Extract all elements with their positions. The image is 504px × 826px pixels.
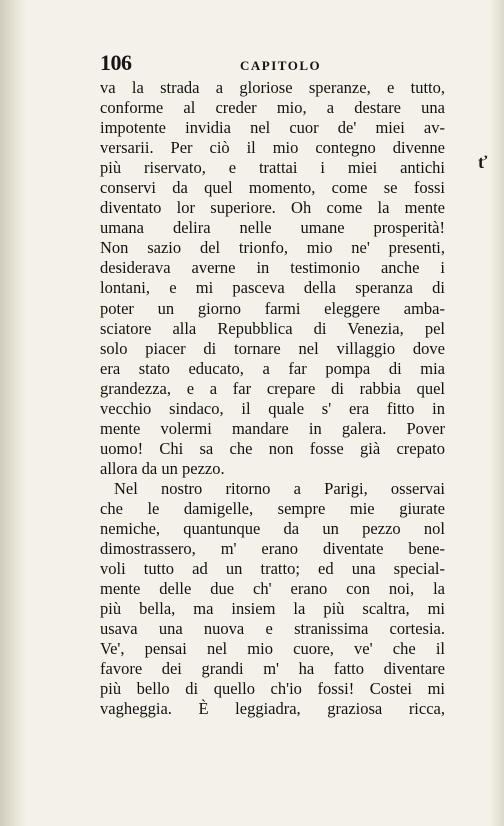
- text-line: grandezza, e a far crepare di rabbia quel: [100, 378, 445, 398]
- text-line: vecchio sindaco, il quale s' era fitto in: [100, 398, 445, 418]
- text-line: umana delira nelle umane prosperità!: [100, 218, 445, 238]
- binding-gutter: [0, 0, 26, 826]
- page-header: [100, 50, 445, 76]
- body-text: [100, 78, 445, 720]
- text-line: Nel nostro ritorno a Parigi, osservai: [114, 478, 445, 498]
- text-line: uomo! Chi sa che non fosse già crepato: [100, 438, 445, 458]
- text-line: usava una nuova e stranissima cortesia.: [100, 619, 445, 639]
- text-line: desiderava averne in testimonio anche i: [100, 258, 445, 278]
- text-line: era stato educato, a far pompa di mia: [100, 358, 445, 378]
- text-line: più bella, ma insiem la più scaltra, mi: [100, 599, 445, 619]
- text-line: allora da un pezzo.: [100, 458, 225, 478]
- text-line: più riservato, e trattai i miei antichi: [100, 158, 445, 178]
- text-line: mente delle due ch' erano con noi, la: [100, 579, 445, 599]
- text-line: versarii. Per ciò il mio contegno divenne: [100, 138, 445, 158]
- text-line: diventato lor superiore. Oh come la mente: [100, 198, 445, 218]
- text-line: conservi da quel momento, come se fossi: [100, 178, 445, 198]
- text-line: mente volermi mandare in galera. Pover: [100, 418, 445, 438]
- text-line: dimostrassero, m' erano diventate bene-: [100, 539, 445, 559]
- text-line: più bello di quello ch'io fossi! Costei mi: [100, 679, 445, 699]
- text-line: lontani, e mi pasceva della speranza di: [100, 278, 445, 298]
- text-line: nemiche, quantunque da un pezzo nol: [100, 519, 445, 539]
- text-line: solo piacer di tornare nel villaggio dove: [100, 338, 445, 358]
- text-line: favore dei grandi m' ha fatto diventare: [100, 659, 445, 679]
- text-line: va la strada a gloriose speranze, e tutto,: [100, 78, 445, 97]
- text-line: voli tutto ad un tratto; ed una special-: [100, 559, 445, 579]
- text-line: che le damigelle, sempre mie giurate: [100, 498, 445, 518]
- text-line: poter un giorno farmi eleggere amba-: [100, 298, 445, 318]
- page-number: 106: [100, 50, 132, 75]
- text-line: vagheggia. È leggiadra, graziosa ricca,: [100, 699, 445, 719]
- text-line: Ve', pensai nel mio cuore, ve' che il: [100, 639, 445, 659]
- text-line: Non sazio del trionfo, mio ne' presenti,: [100, 238, 445, 258]
- running-head: CAPITOLO: [240, 58, 322, 73]
- page-edge: [490, 0, 504, 826]
- text-line: sciatore alla Repubblica di Venezia, pel: [100, 318, 445, 338]
- text-line: impotente invidia nel cuor de' miei av-: [100, 118, 445, 138]
- margin-mark: ť: [478, 152, 488, 172]
- text-line: conforme al creder mio, a destare una: [100, 98, 445, 118]
